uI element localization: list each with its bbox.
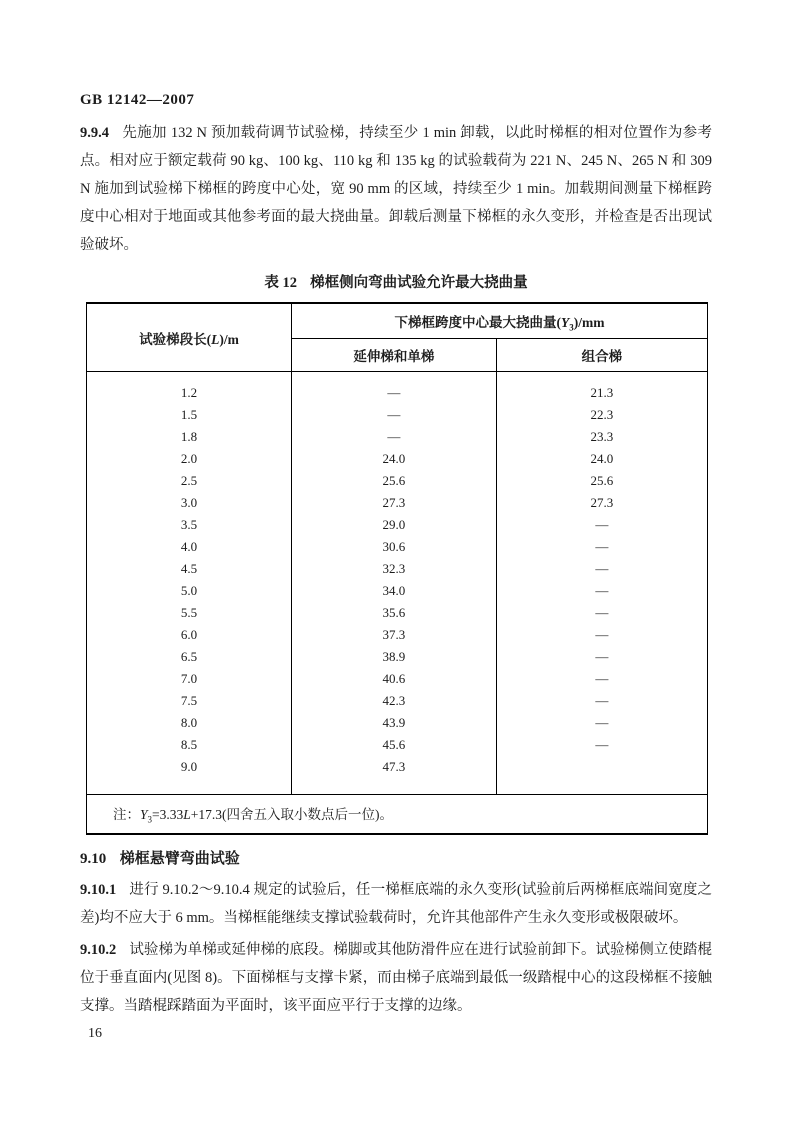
table-row [87,712,708,734]
table-cell: — [496,646,707,668]
table-cell: 24.0 [291,448,496,470]
table-cell: 8.0 [87,712,292,734]
table-cell [496,756,707,795]
table-note: 注：$Y_3=3.33L+17.3$(四舍五入取小数点后一位)。 [87,795,708,835]
table-row [87,646,708,668]
table-cell: 32.3 [291,558,496,580]
table-cell: 21.3 [496,372,707,405]
table-row [87,668,708,690]
table-row [87,492,708,514]
header-ladder-length: 试验梯段长(L)/m [87,303,292,372]
table-cell: — [291,372,496,405]
clause-number: 9.10.1 [80,882,117,898]
page-number: 16 [88,1026,102,1041]
table-cell: 4.0 [87,536,292,558]
table-cell: — [496,734,707,756]
table-cell: — [496,624,707,646]
clause-text: 先施加 132 N 预加载荷调节试验梯，持续至少 1 min 卸载，以此时梯框的相对位置作为参考点。相对应于额定载荷 90 kg、100 kg、110 kg 和 135 kg 的试验载荷为 221 N、245 N、265 N 和 309 N 施加到试验梯下梯框的跨度中心处，宽 90 mm 的区域，持续至少 1 min。加载期间测量下梯框跨度中心相对于地面或其他参考面的最大挠曲量。卸载后测量下梯框的永久变形，并检查是否出现试验破坏。 [80,125,712,253]
table-cell: 6.0 [87,624,292,646]
header-max-deflection: 下梯框跨度中心最大挠曲量$(Y_3)/mm$ [291,303,707,339]
table-row [87,514,708,536]
table-row [87,558,708,580]
table-cell: 1.5 [87,404,292,426]
table-cell: 34.0 [291,580,496,602]
table-row [87,448,708,470]
clause-text: 进行 9.10.2～9.10.4 规定的试验后，任一梯框底端的永久变形(试验前后两梯框底端间宽度之差)均不应大于 6 mm。当梯框能继续支撑试验载荷时，允许其他部件产生永久变形或极限破坏。 [80,882,712,926]
clause-number: 9.10.2 [80,942,117,958]
table-cell: — [496,690,707,712]
table-caption [80,271,712,292]
table-cell: 27.3 [291,492,496,514]
table-row [87,690,708,712]
table-note-row [87,795,708,835]
header-extension-single-ladder: 延伸梯和单梯 [291,339,496,372]
table-cell: 1.2 [87,372,292,405]
table-row [87,404,708,426]
clause-9-9-4 [80,119,712,259]
table-cell: 2.0 [87,448,292,470]
table-cell: 6.5 [87,646,292,668]
table-cell: 7.5 [87,690,292,712]
clause-text: 试验梯为单梯或延伸梯的底段。梯脚或其他防滑件应在进行试验前卸下。试验梯侧立使踏棍位于垂直面内(见图 8)。下面梯框与支撑卡紧，而由梯子底端到最低一级踏棍中心的这段梯框不接触支撑。当踏棍踩踏面为平面时，该平面应平行于支撑的边缘。 [80,942,712,1014]
table-cell: 4.5 [87,558,292,580]
table-cell: 45.6 [291,734,496,756]
table-cell: 27.3 [496,492,707,514]
table-cell: 25.6 [496,470,707,492]
table-cell: — [496,668,707,690]
table-cell: — [496,558,707,580]
table-cell: — [496,712,707,734]
table-cell: 8.5 [87,734,292,756]
section-9-10 [80,847,712,868]
table-cell: 5.5 [87,602,292,624]
table-caption-title: 梯框侧向弯曲试验允许最大挠曲量 [310,275,528,291]
table-cell: 3.5 [87,514,292,536]
deflection-table [86,302,708,835]
table-cell: 3.0 [87,492,292,514]
table-cell: 23.3 [496,426,707,448]
table-cell: 40.6 [291,668,496,690]
table-cell: 25.6 [291,470,496,492]
table-cell: — [496,602,707,624]
table-cell: 30.6 [291,536,496,558]
table-cell: 42.3 [291,690,496,712]
table-row [87,580,708,602]
table-cell: — [291,404,496,426]
section-number: 9.10 [80,851,107,867]
table-row [87,470,708,492]
table-cell: 38.9 [291,646,496,668]
table-header-row-1 [87,303,708,339]
table-cell: 24.0 [496,448,707,470]
clause-9-10-2 [80,936,712,1020]
table-cell: 29.0 [291,514,496,536]
table-row [87,602,708,624]
table-row [87,756,708,795]
table-cell: 9.0 [87,756,292,795]
table-row [87,536,708,558]
table-cell: — [496,580,707,602]
table-cell: 2.5 [87,470,292,492]
table-row [87,426,708,448]
table-cell: 37.3 [291,624,496,646]
clause-number: 9.9.4 [80,125,109,141]
deflection-table-body [87,372,708,795]
table-cell: 7.0 [87,668,292,690]
table-cell: 22.3 [496,404,707,426]
standard-number: GB 12142—2007 [80,92,195,108]
table-cell: — [496,514,707,536]
table-cell: — [496,536,707,558]
clause-9-10-1 [80,876,712,932]
table-row [87,372,708,405]
header-combination-ladder: 组合梯 [496,339,707,372]
table-cell: — [291,426,496,448]
table-cell: 35.6 [291,602,496,624]
table-cell: 5.0 [87,580,292,602]
table-cell: 47.3 [291,756,496,795]
table-cell: 1.8 [87,426,292,448]
table-caption-label: 表 12 [264,275,298,291]
table-row [87,734,708,756]
section-title: 梯框悬臂弯曲试验 [119,851,240,867]
table-cell: 43.9 [291,712,496,734]
table-row [87,624,708,646]
